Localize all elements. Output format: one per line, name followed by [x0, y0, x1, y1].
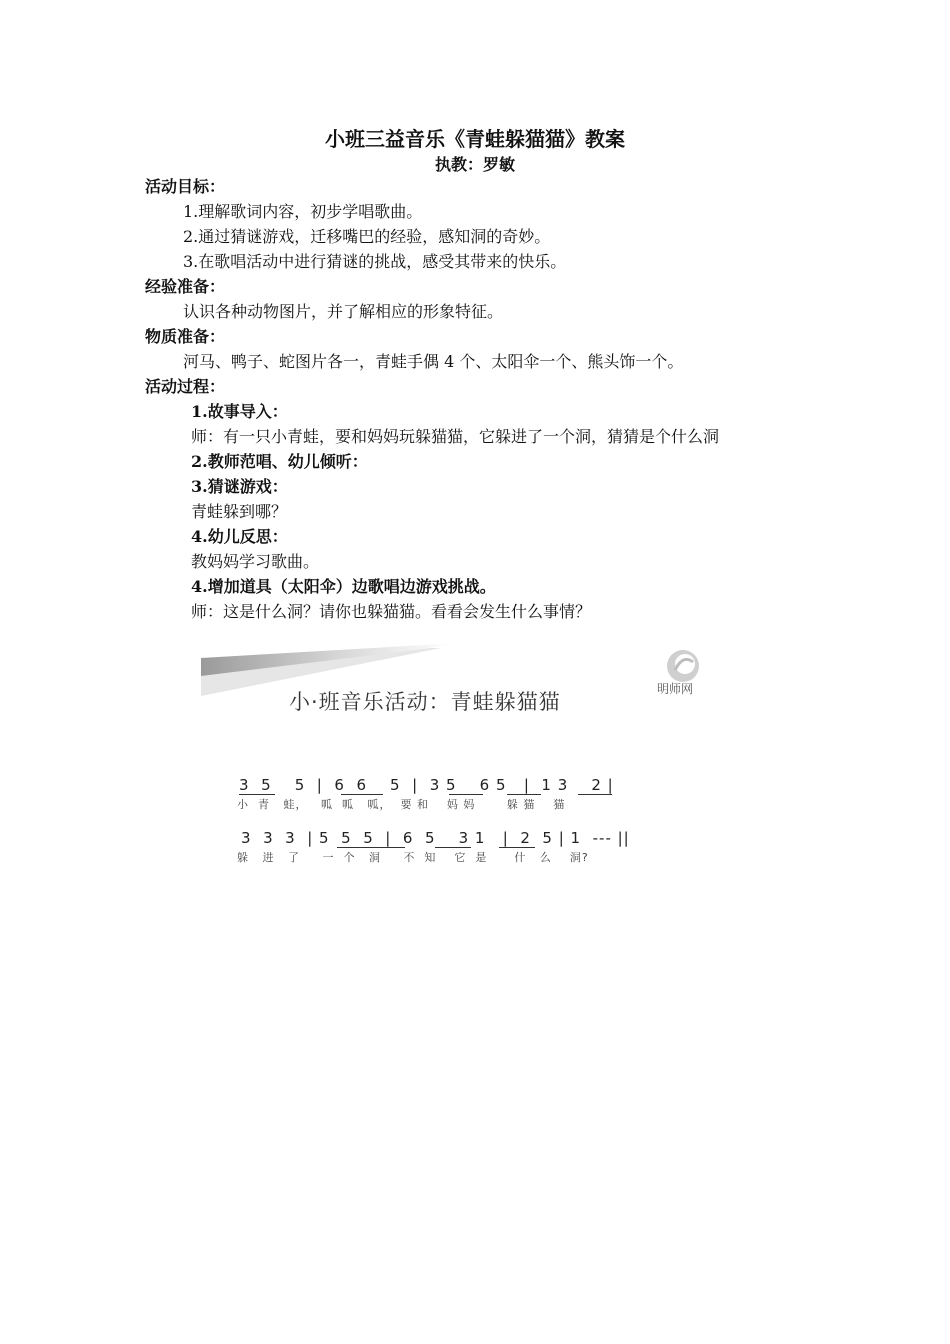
- author-line: 执教：罗敏: [434, 155, 515, 174]
- step-text: 青蛙躲到哪？: [191, 502, 288, 521]
- beam-line: [341, 794, 383, 795]
- music-score-image: [201, 640, 721, 868]
- beam-line: [435, 847, 471, 848]
- document-title: 小班三益音乐《青蛙躲猫猫》教案: [325, 127, 625, 151]
- score-notes-line2: 3 3 3 | 5 5 5 | 6 5 3 1 | 2 5 | 1 --- ||: [241, 829, 630, 847]
- step-heading: 3.猜谜游戏：: [191, 477, 288, 496]
- step-heading: 1.故事导入：: [191, 402, 288, 421]
- beam-line: [449, 794, 483, 795]
- materials-heading: 物质准备：: [145, 327, 226, 346]
- beam-line: [337, 847, 405, 848]
- score-lyrics-line2: 躲 进 了 一 个 洞 不 知 它 是 什 么 洞?: [237, 851, 589, 864]
- step-heading: 4.增加道具（太阳伞）边歌唱边游戏挑战。: [191, 577, 496, 596]
- goal-item: 1.理解歌词内容，初步学唱歌曲。: [183, 202, 423, 221]
- materials-text: 河马、鸭子、蛇图片各一，青蛙手偶 4 个、太阳伞一个、熊头饰一个。: [183, 352, 684, 371]
- step-heading: 2.教师范唱、幼儿倾听：: [191, 452, 368, 471]
- goals-heading: 活动目标：: [145, 177, 226, 196]
- goal-item: 3.在歌唱活动中进行猜谜的挑战，感受其带来的快乐。: [183, 252, 567, 271]
- goal-item: 2.通过猜谜游戏，迁移嘴巴的经验，感知洞的奇妙。: [183, 227, 551, 246]
- beam-line: [239, 794, 275, 795]
- watermark-text: 明师网: [657, 682, 694, 696]
- experience-text: 认识各种动物图片，并了解相应的形象特征。: [183, 302, 504, 321]
- score-title: 小·班音乐活动：青蛙躲猫猫: [289, 690, 561, 714]
- score-notes-line1: 3 5 5 | 6 6 5 | 3 5 6 5 | 1 3 2 |: [239, 776, 614, 794]
- step-text: 师：有一只小青蛙，要和妈妈玩躲猫猫，它躲进了一个洞，猜猜是个什么洞: [191, 427, 720, 446]
- experience-heading: 经验准备：: [145, 277, 226, 296]
- beam-line: [499, 847, 535, 848]
- beam-line: [578, 794, 612, 795]
- step-text: 师：这是什么洞？请你也躲猫猫。看看会发生什么事情？: [191, 602, 592, 621]
- step-text: 教妈妈学习歌曲。: [191, 552, 320, 571]
- step-heading: 4.幼儿反思：: [191, 527, 288, 546]
- process-heading: 活动过程：: [145, 377, 226, 396]
- score-lyrics-line1: 小 青 蛙， 呱 呱 呱， 要 和 妈 妈 躲 猫 猫: [237, 798, 566, 811]
- beam-line: [507, 794, 541, 795]
